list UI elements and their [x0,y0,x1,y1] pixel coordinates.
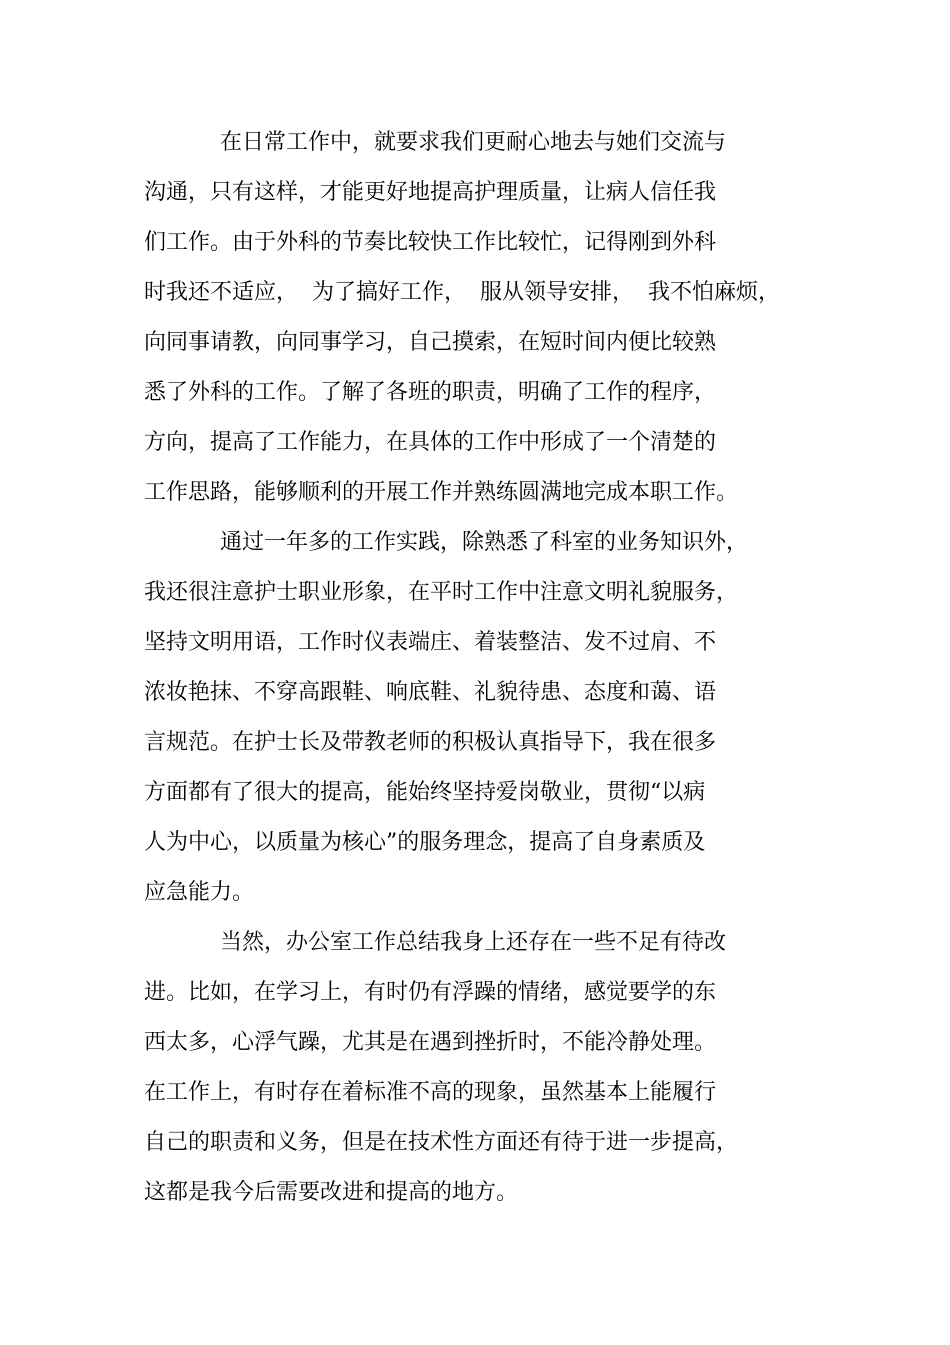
paragraph-2 [144,518,784,918]
paragraph-1 [144,118,784,518]
text-line: 方面都有了很大的提高，能始终坚持爱岗敬业，贯彻“以病 [144,780,706,805]
text-line: 时我还不适应， 为了搞好工作， 服从领导安排， 我不怕麻烦， [144,280,780,305]
text-line: 言规范。在护士长及带教老师的积极认真指导下，我在很多 [144,730,717,755]
text-line: 通过一年多的工作实践，除熟悉了科室的业务知识外， [220,530,749,555]
text-line: 坚持文明用语，工作时仪表端庄、着装整洁、发不过肩、不 [144,630,717,655]
text-line: 向同事请教，向同事学习，自己摸索，在短时间内便比较熟 [144,330,717,355]
text-line: 沟通，只有这样，才能更好地提高护理质量，让病人信任我 [144,180,717,205]
text-line: 在日常工作中，就要求我们更耐心地去与她们交流与 [220,130,727,155]
text-line: 当然，办公室工作总结我身上还存在一些不足有待改 [220,930,727,955]
text-line: 悉了外科的工作。了解了各班的职责，明确了工作的程序， [144,380,717,405]
paragraph-3 [144,918,784,1218]
text-line: 我还很注意护士职业形象，在平时工作中注意文明礼貌服务， [144,580,739,605]
text-line: 这都是我今后需要改进和提高的地方。 [144,1180,519,1205]
text-line: 进。比如，在学习上，有时仍有浮躁的情绪，感觉要学的东 [144,980,717,1005]
text-line: 自己的职责和义务，但是在技术性方面还有待于进一步提高， [144,1130,739,1155]
document-body [144,118,784,1218]
text-line: 方向，提高了工作能力，在具体的工作中形成了一个清楚的 [144,430,717,455]
text-line: 工作思路，能够顺利的开展工作并熟练圆满地完成本职工作。 [144,480,739,505]
text-line: 在工作上，有时存在着标准不高的现象，虽然基本上能履行 [144,1080,717,1105]
text-line: 西太多，心浮气躁，尤其是在遇到挫折时，不能冷静处理。 [144,1030,717,1055]
text-line: 们工作。由于外科的节奏比较快工作比较忙，记得刚到外科 [144,230,717,255]
text-line: 应急能力。 [144,880,255,905]
text-line: 浓妆艳抹、不穿高跟鞋、响底鞋、礼貌待患、态度和蔼、语 [144,680,717,705]
text-line: 人为中心，以质量为核心”的服务理念，提高了自身素质及 [144,830,706,855]
